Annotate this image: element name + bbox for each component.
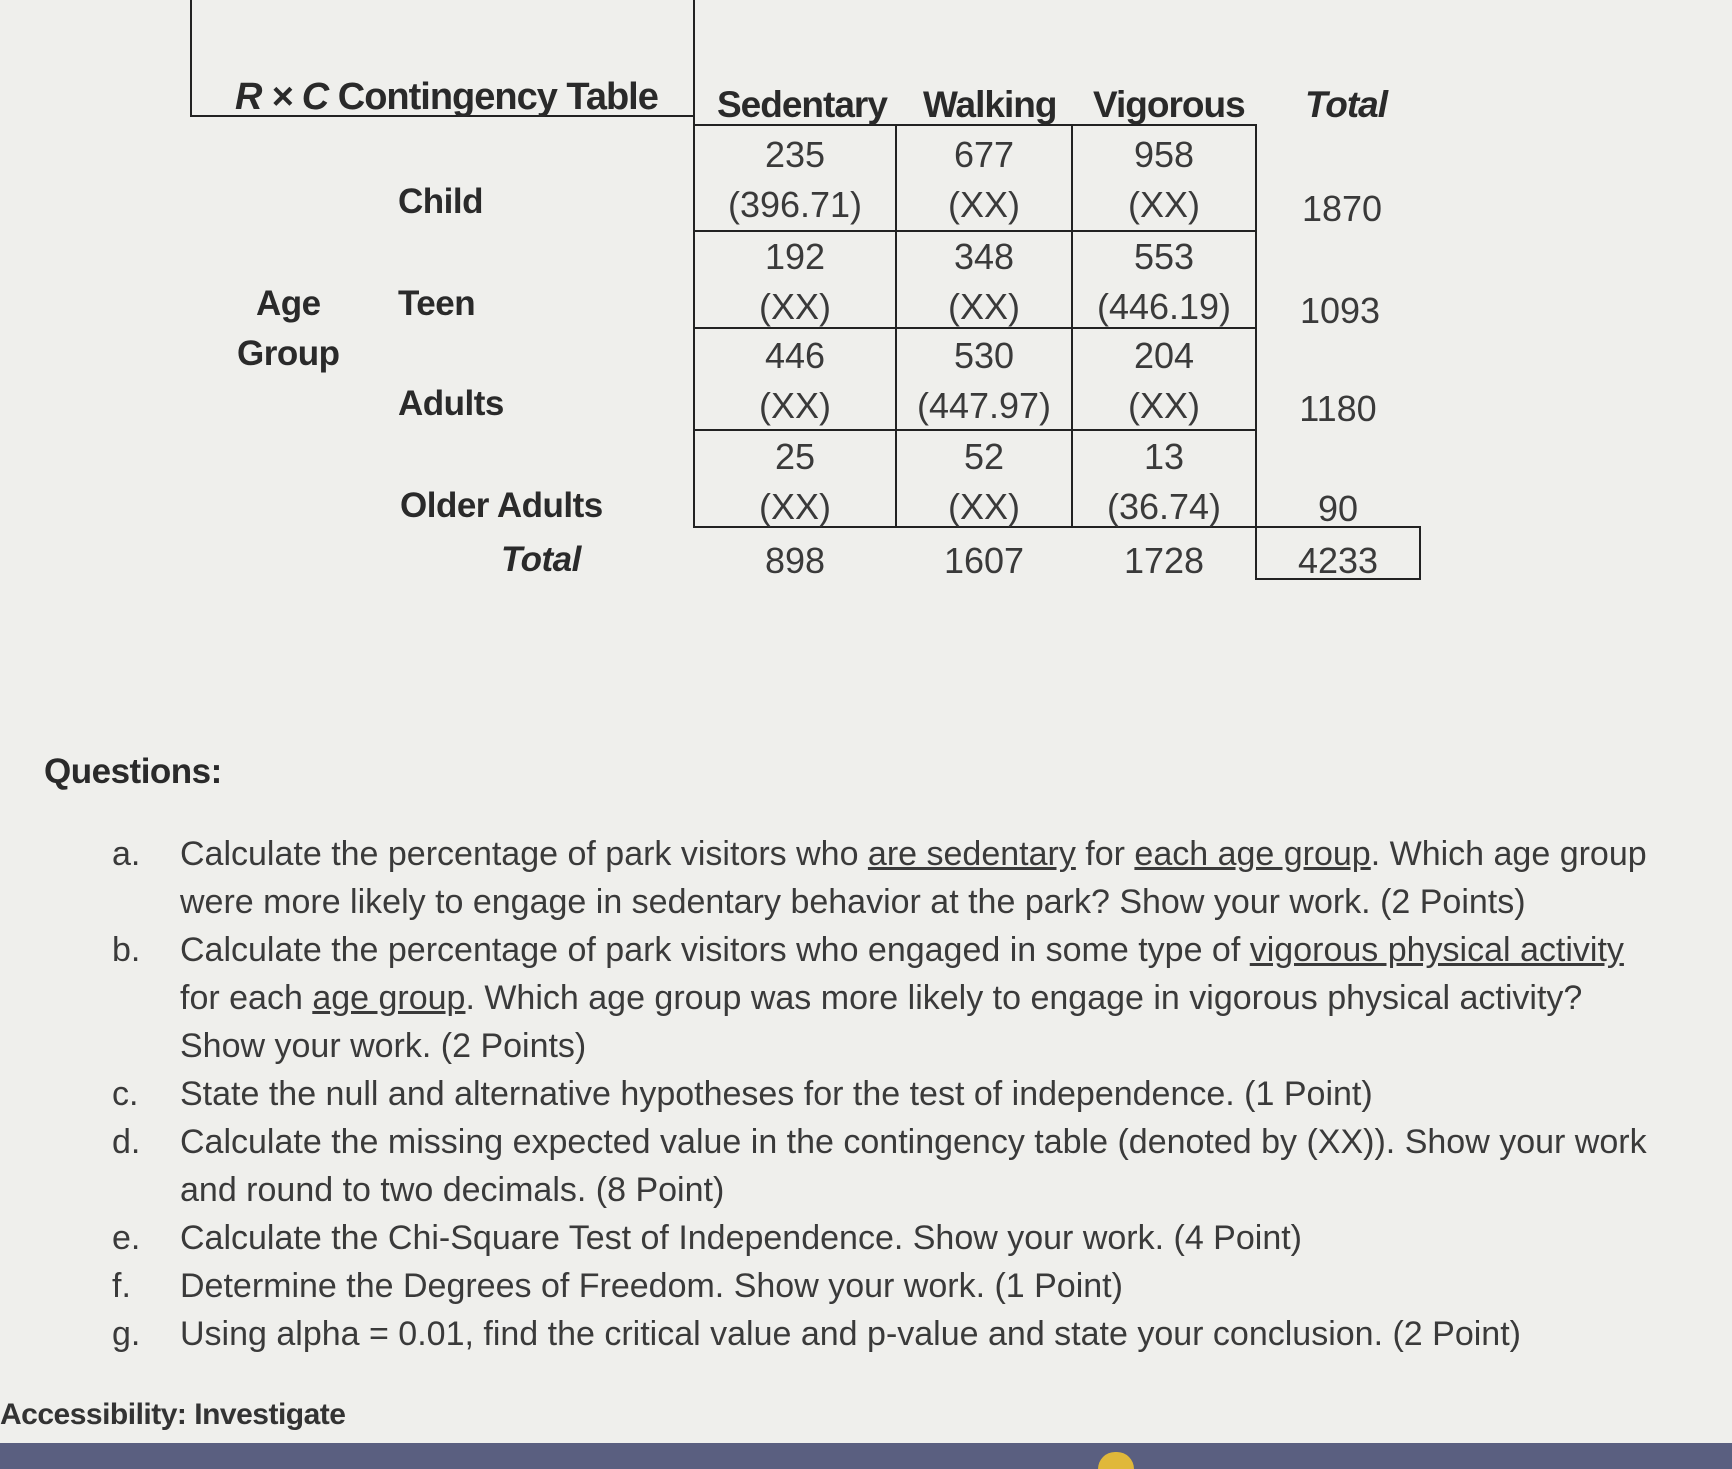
column-header-vigorous: Vigorous [1093,84,1245,125]
table-title-suffix: Contingency Table [328,76,658,118]
underlined-text: age group [312,979,466,1017]
cell-observed: 235 [764,134,826,175]
cell-adults-walking [897,331,1071,431]
question-text [180,926,1732,1070]
cell-expected: (XX) [1128,385,1200,426]
row-total-adults: 1180 [1299,388,1377,429]
text-run: Calculate the percentage of park visitors who engaged in some type of [180,931,1250,969]
question-text: Determine the Degrees of Freedom. Show your work. (1 Point) [180,1267,1123,1305]
question-letter: d. [112,1123,141,1161]
row-label-total: Total [501,540,581,579]
title-box-right-border [693,0,695,125]
question-text: Calculate the missing expected value in the contingency table (denoted by (XX)). Show your work and round to two decimals. (8 Point) [180,1123,1647,1209]
cell-expected: (447.97) [916,385,1052,426]
table-title-prefix: R × C [235,76,329,118]
question-letter: b. [112,931,141,969]
row-group-label-line1: Age [256,284,321,323]
underlined-text: each age group [1134,835,1371,873]
taskbar [0,1443,1732,1469]
title-box-left-border [190,0,192,117]
text-run: for each [180,979,303,1017]
grand-total: 4233 [1297,540,1379,581]
cell-expected: (XX) [1128,184,1200,225]
cell-observed: 553 [1133,236,1195,277]
cell-expected: (XX) [759,385,831,426]
underlined-text: vigorous physical activity [1249,931,1624,969]
column-header-sedentary: Sedentary [717,84,887,125]
row-label-child: Child [398,182,483,221]
column-total-walking: 1607 [943,540,1025,581]
cell-adults-sedentary [695,331,895,431]
cell-child-vigorous [1073,130,1255,230]
row-label-older-adults: Older Adults [400,486,603,525]
cell-expected: (XX) [759,486,831,527]
text-run: for [1075,835,1135,873]
question-text: State the null and alternative hypotheses for the test of independence. (1 Point) [180,1075,1373,1113]
cell-observed: 677 [953,134,1015,175]
question-letter: c. [112,1075,139,1113]
row-label-adults: Adults [398,384,504,423]
cell-expected: (XX) [948,486,1020,527]
cell-observed: 348 [953,236,1015,277]
question-text [180,830,1732,926]
table-title [235,76,658,119]
row-total-teen: 1093 [1299,290,1381,331]
grid-vline-4 [1255,124,1257,580]
column-header-total: Total [1305,84,1388,125]
cell-observed: 958 [1133,134,1195,175]
underlined-text: are sedentary [867,835,1076,873]
row-total-older-adults: 90 [1317,488,1359,529]
cell-adults-vigorous [1073,331,1255,431]
cell-teen-walking [897,232,1071,332]
cell-expected: (XX) [759,286,831,327]
cell-expected: (XX) [948,286,1020,327]
column-total-sedentary: 898 [764,540,826,581]
cell-observed: 52 [963,436,1005,477]
text-run: Calculate the percentage of park visitors who [180,835,868,873]
grand-total-box-right [1419,526,1421,580]
row-total-child: 1870 [1301,188,1383,229]
column-header-walking: Walking [923,84,1057,125]
cell-older-adults-sedentary [695,432,895,532]
cell-older-adults-walking [897,432,1071,532]
cell-observed: 13 [1143,436,1185,477]
question-letter: e. [112,1219,141,1257]
column-total-vigorous: 1728 [1123,540,1205,581]
text-run: . Which age group was more likely to engage in vigorous physical activity? Show your work. (2 Points) [180,979,1583,1065]
cell-expected: (396.71) [727,184,863,225]
question-letter: a. [112,835,141,873]
cell-child-walking [897,130,1071,230]
cell-expected: (XX) [948,184,1020,225]
cell-observed: 446 [764,335,826,376]
cell-child-sedentary [695,130,895,230]
cell-observed: 530 [953,335,1015,376]
question-text: Calculate the Chi-Square Test of Independence. Show your work. (4 Point) [180,1219,1302,1257]
question-text: Using alpha = 0.01, find the critical value and p-value and state your conclusion. (2 Point) [180,1315,1521,1353]
cell-older-adults-vigorous [1073,432,1255,532]
cell-observed: 25 [774,436,816,477]
cell-expected: (36.74) [1106,486,1222,527]
cell-teen-sedentary [695,232,895,332]
cell-observed: 204 [1133,335,1195,376]
text-run: . Which age group were more likely to engage in sedentary behavior at the park? Show your work. (2 Points) [180,835,1647,921]
question-letter: g. [112,1315,141,1353]
question-letter: f. [112,1267,131,1305]
cell-teen-vigorous [1073,232,1255,332]
accessibility-status[interactable]: Accessibility: Investigate [0,1398,346,1431]
row-group-label-line2: Group [237,334,340,373]
cell-observed: 192 [764,236,826,277]
row-label-teen: Teen [398,284,476,323]
cell-expected: (446.19) [1096,286,1232,327]
questions-heading: Questions: [44,752,222,791]
